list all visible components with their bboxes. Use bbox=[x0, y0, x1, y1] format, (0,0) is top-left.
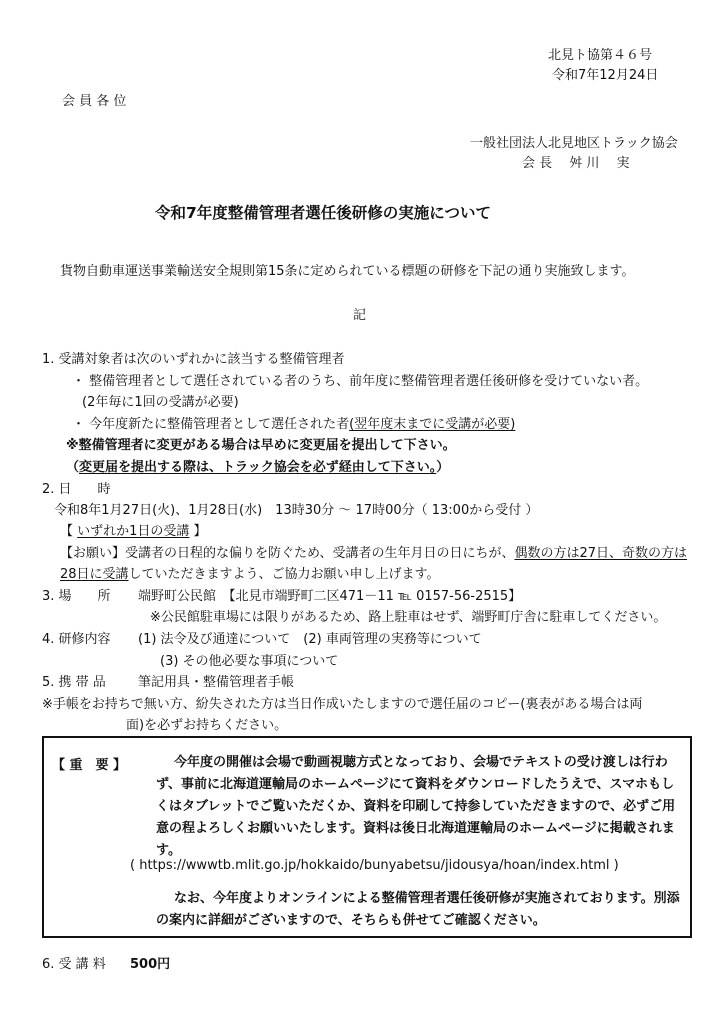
item6-value: 500円 bbox=[130, 957, 171, 972]
item1-heading: 1. 受講対象者は次のいずれかに該当する整備管理者 bbox=[42, 352, 345, 367]
item3-venue: 端野町公民館 【北見市端野町二区471－11 ℡ 0157-56-2515】 bbox=[138, 589, 522, 604]
important-paragraph1: 今年度の開催は会場で動画視聴方式となっており、会場でテキストの受け渡しは行わず、事前に北海道運輸局のホームページにて資料をダウンロードしたうえで、スマホもしくはタブレットでご覧いただくか、資料を印刷して持参していただきますので、必ずご用意の程よろしくお願いいたします。資料は後日北海道運輸局のホームページに掲載されます。 bbox=[156, 755, 676, 858]
important-url: ( https://wwwtb.mlit.go.jp/hokkaido/bunyabetsu/jidousya/hoan/index.html ) bbox=[130, 858, 619, 873]
item1-bullet2 bbox=[72, 417, 515, 433]
item1-warning1: ※整備管理者に変更がある場合は早めに変更届を提出して下さい。 bbox=[66, 438, 456, 453]
item1-warning2-close: ） bbox=[436, 460, 450, 475]
document-number: 北見ト協第４６号 bbox=[548, 48, 653, 63]
item6-heading: 6. 受 講 料 bbox=[42, 957, 106, 972]
item3-heading: 3. 場 所 bbox=[42, 589, 111, 604]
sender-name: 会 長 舛 川 実 bbox=[522, 156, 630, 171]
recipient: 会 員 各 位 bbox=[62, 94, 127, 109]
item2-datetime: 令和8年1月27日(火)、1月28日(水) 13時30分 ～ 17時00分（ 13:00から受付 ） bbox=[54, 503, 539, 518]
item2-one-day-close: 】 bbox=[189, 524, 207, 539]
item2-one-day bbox=[60, 524, 207, 540]
item3-parking-note: ※公民館駐車場には限りがあるため、路上駐車はせず、端野町庁舎に駐車してください。 bbox=[150, 610, 667, 625]
item2-request-line2 bbox=[60, 567, 440, 583]
item1-bullet1-note: (2年毎に1回の受講が必要) bbox=[82, 395, 239, 410]
item2-one-day-open: 【 bbox=[60, 524, 78, 539]
important-label: 【 重 要 】 bbox=[52, 758, 127, 773]
intro-text: 貨物自動車運送事業輸送安全規則第15条に定められている標題の研修を下記の通り実施致します。 bbox=[60, 264, 635, 279]
item5-note-line1: ※手帳をお持ちで無い方、紛失された方は当日作成いたしますので選任届のコピー(裏表がある場合は両 bbox=[42, 697, 643, 712]
page-title: 令和7年度整備管理者選任後研修の実施について bbox=[155, 204, 491, 222]
item5-value: 筆記用具・整備管理者手帳 bbox=[138, 675, 295, 690]
item1-bullet2-text: ・ 今年度新たに整備管理者として選任された者 bbox=[72, 417, 350, 432]
item2-heading: 2. 日 時 bbox=[42, 482, 111, 497]
sender-organization: 一般社団法人北見地区トラック協会 bbox=[470, 136, 678, 151]
item5-note-line2: 面)を必ずお持ちください。 bbox=[126, 718, 288, 733]
item1-bullet1: ・ 整備管理者として選任されている者のうち、前年度に整備管理者選任後研修を受けていない者。 bbox=[72, 374, 649, 389]
item2-request-line1 bbox=[60, 546, 687, 562]
item2-request-text: 【お願い】受講者の日程的な偏りを防ぐため、受講者の生年月日の日にちが、 bbox=[60, 546, 515, 561]
item1-warning2 bbox=[66, 460, 449, 476]
important-paragraph2: なお、今年度よりオンラインによる整備管理者選任後研修が実施されております。別添の案内に詳細がございますので、そちらも併せてご確認ください。 bbox=[156, 891, 680, 928]
ki-heading: 記 bbox=[353, 308, 367, 323]
item4-line2: (3) その他必要な事項について bbox=[160, 654, 339, 669]
item5-heading: 5. 携 帯 品 bbox=[42, 675, 106, 690]
important-notice-box bbox=[42, 736, 692, 938]
item2-one-day-underlined: いずれか1日の受講 bbox=[77, 524, 190, 539]
item4-heading: 4. 研修内容 bbox=[42, 632, 111, 647]
item1-warning2-open: （ bbox=[66, 460, 80, 475]
item4-line1: (1) 法令及び通達について (2) 車両管理の実務等について bbox=[138, 632, 482, 647]
item1-warning2-underlined: 変更届を提出する際は、トラック協会を必ず経由して下さい。 bbox=[79, 460, 437, 475]
item2-request-text-2: していただきますよう、ご協力お願い申し上げます。 bbox=[128, 567, 440, 582]
item1-bullet2-underlined: (翌年度末までに受講が必要) bbox=[349, 417, 516, 432]
document-date: 令和7年12月24日 bbox=[552, 68, 659, 83]
item2-request-underlined-2: 28日に受講 bbox=[60, 567, 129, 582]
item2-request-underlined: 偶数の方は27日、奇数の方は bbox=[514, 546, 688, 561]
